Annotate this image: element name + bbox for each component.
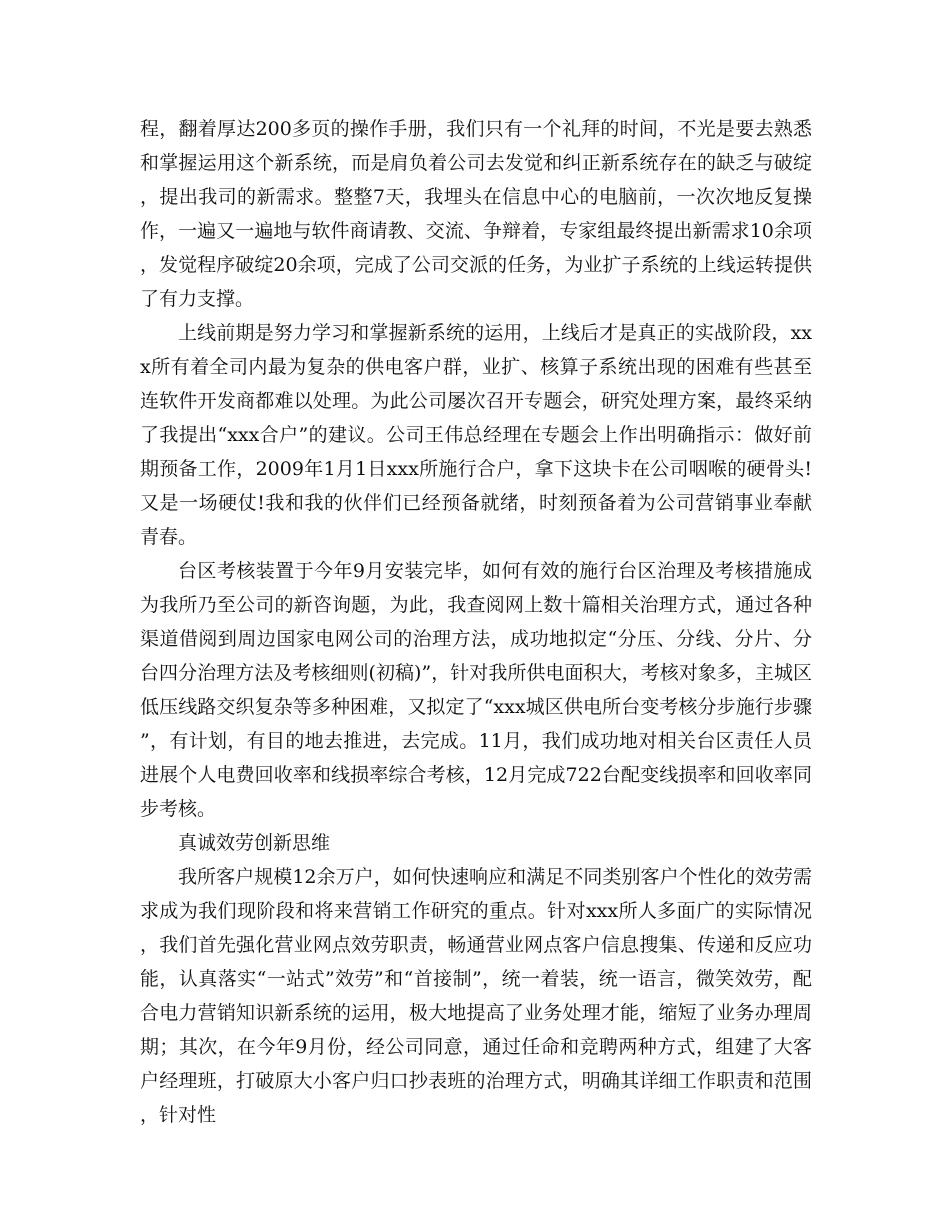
- paragraph-4: 我所客户规模12余万户，如何快速响应和满足不同类别客户个性化的效劳需求成为我们现阶段和将来营销工作研究的重点。针对xxx所人多面广的实际情况，我们首先强化营业网点效劳职责，畅通营业网点客户信息搜集、传递和反应功能，认真落实“一站式”效劳”和“首接制”，统一着装，统一语言，微笑效劳，配合电力营销知识新系统的运用，极大地提高了业务处理才能，缩短了业务办理周期；其次，在今年9月份，经公司同意，通过任命和竞聘两种方式，组建了大客户经理班，打破原大小客户归口抄表班的治理方式，明确其详细工作职责和范围，针对性: [140, 866, 812, 1126]
- paragraph-1: 程，翻着厚达200多页的操作手册，我们只有一个礼拜的时间，不光是要去熟悉和掌握运用这个新系统，而是肩负着公司去发觉和纠正新系统存在的缺乏与破绽，提出我司的新需求。整整7天，我埋头在信息中心的电脑前，一次次地反复操作，一遍又一遍地与软件商请教、交流、争辩着，专家组最终提出新需求10余项，发觉程序破绽20余项，完成了公司交派的任务，为业扩子系统的上线运转提供了有力支撑。: [140, 118, 812, 310]
- paragraph-2: 上线前期是努力学习和掌握新系统的运用，上线后才是真正的实战阶段，xxx所有着全司内最为复杂的供电客户群，业扩、核算子系统出现的困难有些甚至连软件开发商都难以处理。为此公司屡次召开专题会，研究处理方案，最终采纳了我提出“xxx合户”的建议。公司王伟总经理在专题会上作出明确指示：做好前期预备工作，2009年1月1日xxx所施行合户，拿下这块卡在公司咽喉的硬骨头!又是一场硬仗!我和我的伙伴们已经预备就绪，时刻预备着为公司营销事业奉献青春。: [140, 322, 812, 548]
- document-body: [140, 112, 812, 1132]
- section-heading: 真诚效劳创新思维: [178, 832, 331, 854]
- paragraph-3: 台区考核装置于今年9月安装完毕，如何有效的施行台区治理及考核措施成为我所乃至公司的新咨询题，为此，我查阅网上数十篇相关治理方式，通过各种渠道借阅到周边国家电网公司的治理方法，成功地拟定“分压、分线、分片、分台四分治理方法及考核细则(初稿)”，针对我所供电面积大，考核对象多，主城区低压线路交织复杂等多种困难，又拟定了“xxx城区供电所台变考核分步施行步骤”，有计划，有目的地去推进，去完成。11月，我们成功地对相关台区责任人员进展个人电费回收率和线损率综合考核，12月完成722台配变线损率和回收率同步考核。: [140, 560, 812, 820]
